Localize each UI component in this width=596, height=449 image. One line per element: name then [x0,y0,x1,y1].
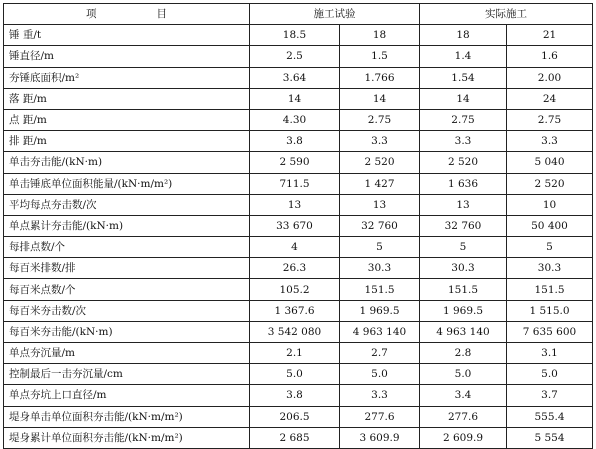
row-label: 锤直径/m [4,46,250,67]
row-value-2: 1 969.5 [340,300,420,321]
row-value-4: 50 400 [507,215,593,236]
table-row [4,173,593,194]
row-value-3: 30.3 [420,258,507,279]
row-value-4: 5 040 [507,152,593,173]
row-label: 每百米点数/个 [4,279,250,300]
row-value-3: 277.6 [420,406,507,427]
table-body [4,25,593,449]
row-value-2: 1.766 [340,67,420,88]
row-value-3: 2.75 [420,109,507,130]
row-value-3: 18 [420,25,507,46]
row-label: 单点夯坑上口直径/m [4,385,250,406]
row-value-1: 105.2 [250,279,340,300]
row-value-2: 2.7 [340,343,420,364]
table-row [4,279,593,300]
row-value-2: 4 963 140 [340,321,420,342]
row-value-3: 13 [420,194,507,215]
row-value-1: 711.5 [250,173,340,194]
row-label: 锤 重/t [4,25,250,46]
row-value-2: 151.5 [340,279,420,300]
row-value-3: 1.54 [420,67,507,88]
table-row [4,427,593,448]
row-value-2: 1 427 [340,173,420,194]
table-row [4,25,593,46]
table-header-row [4,4,593,25]
table-row [4,385,593,406]
row-label: 单击夯击能/(kN·m) [4,152,250,173]
row-value-3: 1 969.5 [420,300,507,321]
row-value-2: 2.75 [340,109,420,130]
row-value-1: 33 670 [250,215,340,236]
row-value-1: 1 367.6 [250,300,340,321]
row-label: 单点累计夯击能/(kN·m) [4,215,250,236]
table-row [4,46,593,67]
row-label: 落 距/m [4,88,250,109]
row-value-4: 21 [507,25,593,46]
row-value-4: 10 [507,194,593,215]
row-value-1: 18.5 [250,25,340,46]
row-label: 每百米排数/排 [4,258,250,279]
row-value-4: 2.75 [507,109,593,130]
trial-group-header: 施工试验 [250,4,420,25]
item-column-header [4,4,250,25]
row-value-4: 2 520 [507,173,593,194]
table-row [4,88,593,109]
row-value-2: 2 520 [340,152,420,173]
actual-group-header: 实际施工 [420,4,593,25]
row-value-1: 4.30 [250,109,340,130]
row-value-3: 2 520 [420,152,507,173]
row-value-2: 277.6 [340,406,420,427]
row-value-1: 2 590 [250,152,340,173]
row-label: 平均每点夯击数/次 [4,194,250,215]
table-row [4,237,593,258]
row-label: 单点夯沉量/m [4,343,250,364]
row-value-4: 3.1 [507,343,593,364]
row-value-2: 5 [340,237,420,258]
table-row [4,343,593,364]
table-row [4,406,593,427]
row-value-2: 3 609.9 [340,427,420,448]
table-row [4,215,593,236]
row-label: 点 距/m [4,109,250,130]
row-label: 排 距/m [4,131,250,152]
row-value-4: 5 [507,237,593,258]
row-value-1: 2 685 [250,427,340,448]
row-label: 夯锤底面积/m² [4,67,250,88]
table-row [4,364,593,385]
row-value-2: 14 [340,88,420,109]
item-header-char-1: 项 [86,8,97,21]
row-value-4: 7 635 600 [507,321,593,342]
table-row [4,67,593,88]
row-value-3: 3.4 [420,385,507,406]
row-value-3: 32 760 [420,215,507,236]
row-value-1: 3.8 [250,131,340,152]
row-value-2: 13 [340,194,420,215]
row-value-2: 1.5 [340,46,420,67]
row-value-4: 2.00 [507,67,593,88]
row-value-4: 5.0 [507,364,593,385]
data-table-wrapper [3,3,593,449]
row-value-3: 4 963 140 [420,321,507,342]
row-value-4: 555.4 [507,406,593,427]
row-value-1: 5.0 [250,364,340,385]
table-row [4,152,593,173]
row-value-1: 2.1 [250,343,340,364]
row-label: 控制最后一击夯沉量/cm [4,364,250,385]
row-value-2: 3.3 [340,385,420,406]
row-value-3: 5.0 [420,364,507,385]
row-value-4: 3.7 [507,385,593,406]
row-value-4: 5 554 [507,427,593,448]
row-value-1: 3.64 [250,67,340,88]
table-row [4,194,593,215]
row-value-3: 2.8 [420,343,507,364]
row-value-4: 1.6 [507,46,593,67]
row-value-2: 32 760 [340,215,420,236]
row-value-1: 3.8 [250,385,340,406]
row-value-3: 1 636 [420,173,507,194]
table-row [4,321,593,342]
row-value-1: 3 542 080 [250,321,340,342]
row-value-2: 18 [340,25,420,46]
row-value-3: 151.5 [420,279,507,300]
row-value-2: 30.3 [340,258,420,279]
row-label: 每排点数/个 [4,237,250,258]
row-value-3: 1.4 [420,46,507,67]
row-value-2: 3.3 [340,131,420,152]
row-label: 堤身累计单位面积夯击能/(kN·m/m²) [4,427,250,448]
item-header-char-2: 目 [156,8,167,21]
row-value-2: 5.0 [340,364,420,385]
row-value-3: 14 [420,88,507,109]
row-value-1: 206.5 [250,406,340,427]
table-row [4,300,593,321]
table-row [4,131,593,152]
row-value-1: 2.5 [250,46,340,67]
row-value-3: 5 [420,237,507,258]
row-label: 单击锤底单位面积能量/(kN·m/m²) [4,173,250,194]
parameter-table [3,3,593,449]
row-value-1: 14 [250,88,340,109]
row-value-4: 151.5 [507,279,593,300]
row-value-4: 24 [507,88,593,109]
row-value-4: 1 515.0 [507,300,593,321]
table-row [4,258,593,279]
row-value-1: 4 [250,237,340,258]
row-value-3: 3.3 [420,131,507,152]
row-value-1: 26.3 [250,258,340,279]
row-value-3: 2 609.9 [420,427,507,448]
row-label: 每百米夯击能/(kN·m) [4,321,250,342]
row-label: 每百米夯击数/次 [4,300,250,321]
row-label: 堤身单击单位面积夯击能/(kN·m/m²) [4,406,250,427]
row-value-1: 13 [250,194,340,215]
table-row [4,109,593,130]
row-value-4: 3.3 [507,131,593,152]
row-value-4: 30.3 [507,258,593,279]
